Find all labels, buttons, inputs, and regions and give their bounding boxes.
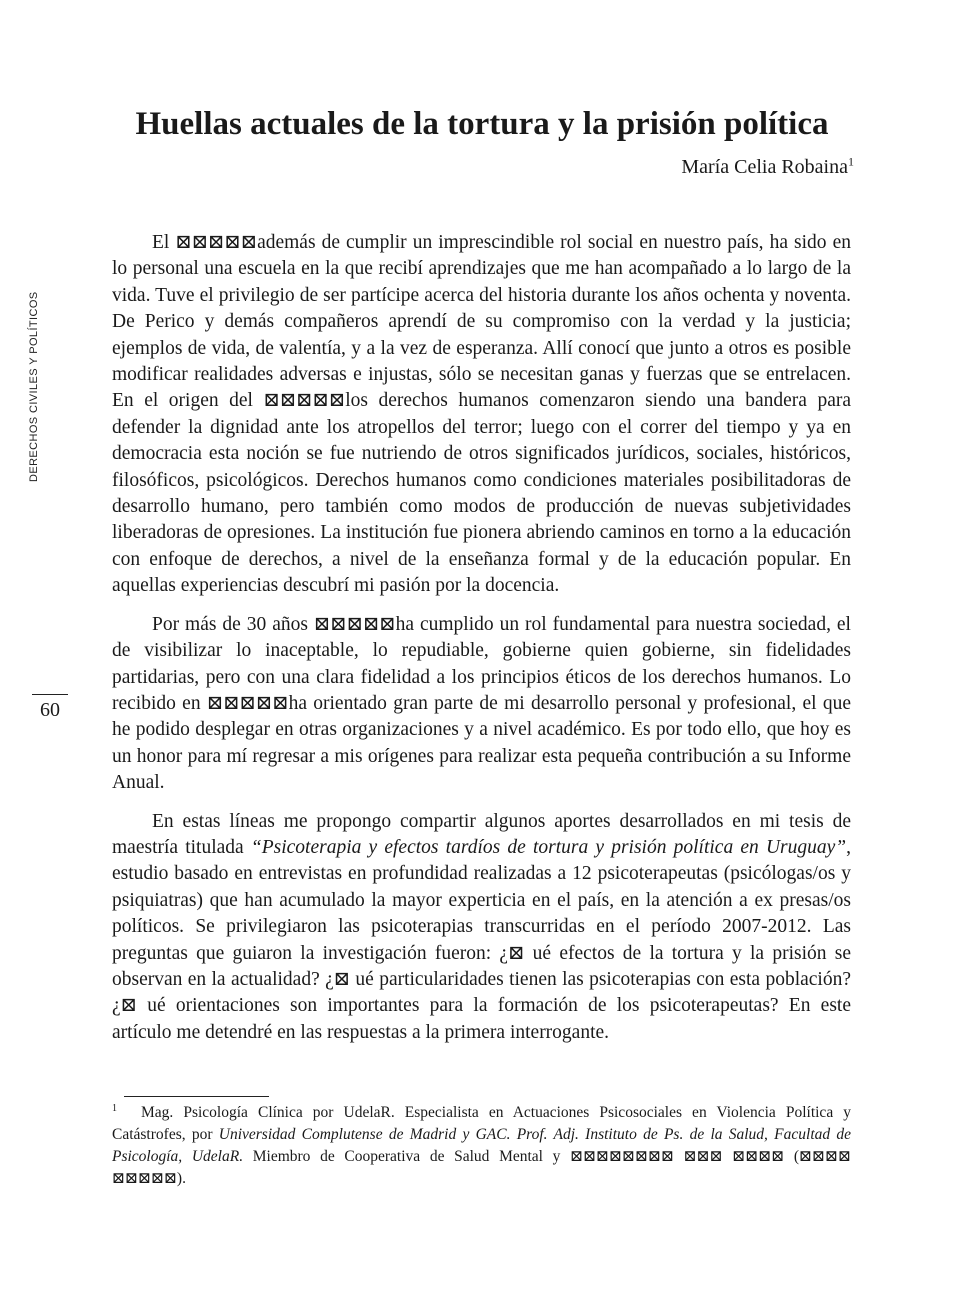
redacted-text: ⊠⊠⊠⊠⊠ (175, 232, 258, 253)
footnote-separator (124, 1096, 269, 1097)
redacted-text: ⊠⊠⊠⊠⊠ (206, 692, 289, 714)
page-number-rule (32, 694, 68, 695)
redacted-text: ⊠⊠⊠⊠⊠ (313, 613, 396, 635)
author-footnote-mark: 1 (848, 154, 854, 169)
article-body (112, 230, 851, 1058)
paragraph-1: El ⊠⊠⊠⊠⊠además de cumplir un imprescindible rol social en nuestro país, ha sido en lo personal una escuela en la que recibí aprendizajes que me han acompañado a lo largo de la vida. Tuve el privilegio de ser partícipe acerca del historia durante los años ochenta y noventa. De Perico y demás compañeros aprendí de su compromiso con la verdad y la justicia; ejemplos de vida, de valentía, y a la vez de esperanza. Allí conocí que junto a otros es posible modificar realidades adversas e injustas, sólo se necesitan ganas y fuerzas que se entrelacen. En el origen del ⊠⊠⊠⊠⊠los derechos humanos comenzaron siendo una bandera para defender la dignidad ante los atropellos del terror; luego con el correr del tiempo y ya en democracia esta noción se fue nutriendo de otros significados jurídicos, sociales, históricos, filosóficos, psicológicos. Derechos humanos como condiciones materiales posibilitadoras de desarrollo humano, pero también como modos de producción de nuevas subjetividades liberadoras de opresiones. La institución fue pionera abriendo caminos en torno a la educación con enfoque de derechos, a nivel de la enseñanza formal y de la educación popular. En aquellas experiencias descubrí mi pasión por la docencia. (112, 232, 851, 597)
paragraph-2: Por más de 30 años ⊠⊠⊠⊠⊠ha cumplido un rol fundamental para nuestra sociedad, el de visibilizar lo inaceptable, lo repudiable, gobierne quien gobierne, sin fidelidades partidarias, pero con una clara fidelidad a los principios éticos de los derechos humanos. Lo recibido en ⊠⊠⊠⊠⊠ha orientado gran parte de mi desarrollo personal y profesional, el que he podido desplegar en otras organizaciones y a nivel académico. Es por todo ello, que hoy es un honor para mí regresar a mis orígenes para realizar esta pequeña contribución a su Informe Anual. (112, 613, 851, 794)
author-name: María Celia Robaina (681, 156, 848, 178)
thesis-title: “Psicoterapia y efectos tardíos de tortura y prisión política en Uruguay” (250, 836, 847, 858)
page-number: 60 (40, 699, 60, 721)
author-line (681, 154, 854, 180)
footnote-mark: 1 (112, 1102, 117, 1114)
redacted-text: ⊠⊠⊠⊠⊠ (263, 390, 346, 412)
section-side-label: DERECHOS CIVILES Y POLÍTICOS (28, 291, 40, 482)
footnote: $^1$ Mag. Psicología Clínica por UdelaR. Especialista en Actuaciones Psicosociales en Violencia Política y Catástrofes, por Universidad Complutense de Madrid y GAC. Prof. Adj. Instituto de Ps. de la Salud, Facultad de Psicología, UdelaR. Miembro de Cooperativa de Salud Mental y ⊠⊠⊠⊠⊠⊠⊠⊠ ⊠⊠⊠ ⊠⊠⊠⊠ (⊠⊠⊠⊠ ⊠⊠⊠⊠⊠). (112, 1102, 852, 1187)
article-title: Huellas actuales de la tortura y la prisión política (135, 106, 829, 143)
paragraph-3: En estas líneas me propongo compartir algunos aportes desarrollados en mi tesis de maestría titulada “Psicoterapia y efectos tardíos de tortura y prisión política en Uruguay”, estudio basado en entrevistas en profundidad realizadas a 12 psicoterapeutas (psicólogas/os y psiquiatras) que han acumulado la mayor experticia en el país, en la atención a ex presas/os políticos. Se privilegiaron las psicoterapias transcurridas en el período 2007-2012. Las preguntas que guiaron la investigación fueron: ¿⊠ ué efectos de la tortura y la prisión se observan en la actualidad? ¿⊠ ué particularidades tienen las psicoterapias con esta población? ¿⊠ ué orientaciones son importantes para la formación de los psicoterapeutas? En este artículo me detendré en las respuestas a la primera interrogante. (112, 810, 851, 1043)
